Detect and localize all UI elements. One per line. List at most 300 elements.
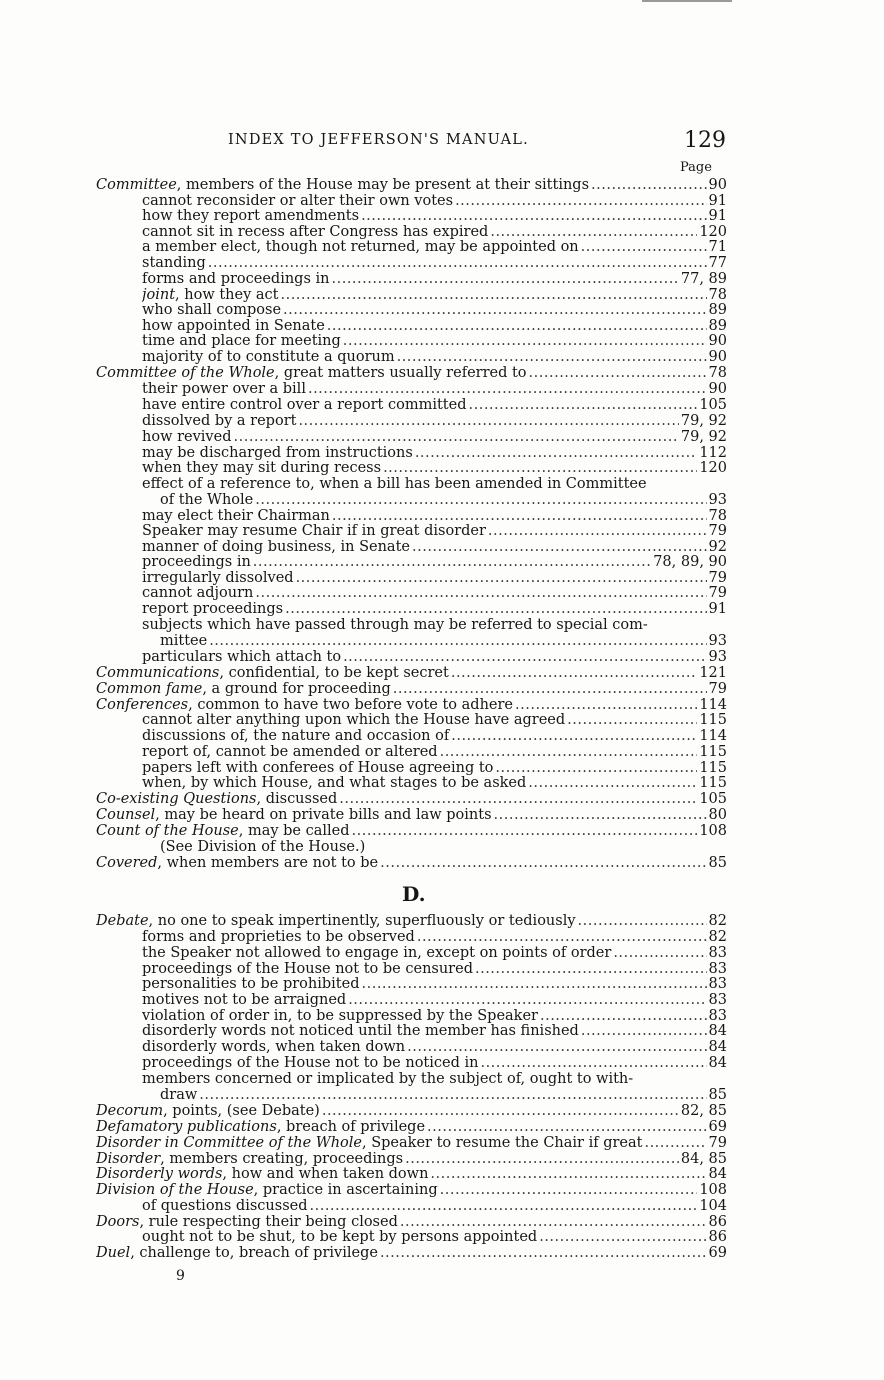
entry-text xyxy=(142,571,294,586)
entry-text xyxy=(96,914,576,929)
entry-page-ref: 78 xyxy=(708,509,727,524)
index-entry xyxy=(142,1072,727,1087)
entry-page-ref: 91 xyxy=(708,194,727,209)
entry-description: , members of the House may be present at their sittings xyxy=(176,178,590,193)
dot-leader xyxy=(451,666,697,681)
index-entry xyxy=(142,761,727,776)
entry-text xyxy=(142,256,206,271)
index-entry xyxy=(160,634,727,649)
index-entry xyxy=(142,209,727,224)
index-entry xyxy=(160,493,727,508)
index-entry xyxy=(142,398,727,413)
index-entry xyxy=(96,178,727,193)
index-entry xyxy=(142,194,727,209)
entry-description: , how and when taken down xyxy=(222,1167,429,1182)
dot-leader xyxy=(397,350,707,365)
entry-description: , may be heard on private bills and law points xyxy=(155,808,492,823)
entry-description: proceedings in xyxy=(142,555,251,570)
index-entry xyxy=(142,745,727,760)
index-entry xyxy=(96,682,727,697)
entry-description: draw xyxy=(160,1088,198,1103)
index-entry xyxy=(142,272,727,287)
entry-text xyxy=(96,1215,398,1230)
entry-description: subjects which have passed through may be referred to special com- xyxy=(142,618,648,633)
entry-page-ref: 83 xyxy=(708,962,727,977)
entry-keyword: joint xyxy=(142,288,176,303)
entry-page-ref: 84 xyxy=(708,1167,727,1182)
dot-leader xyxy=(255,586,706,601)
entry-text xyxy=(96,1136,642,1151)
dot-leader xyxy=(469,398,698,413)
entry-page-ref: 114 xyxy=(699,698,727,713)
entry-description: , confidential, to be kept secret xyxy=(219,666,449,681)
entry-page-ref: 85 xyxy=(708,856,727,871)
entry-description: cannot reconsider or alter their own votes xyxy=(142,194,454,209)
entry-page-ref: 93 xyxy=(708,493,727,508)
index-entry xyxy=(160,1088,727,1103)
entry-text xyxy=(142,729,449,744)
entry-description: personalities to be prohibited xyxy=(142,977,360,992)
index-entry xyxy=(142,414,727,429)
entry-description: dissolved by a report xyxy=(142,414,297,429)
index-entry xyxy=(96,1104,727,1119)
dot-leader xyxy=(613,946,706,961)
index-entry xyxy=(142,240,727,255)
entry-page-ref: 93 xyxy=(708,634,727,649)
entry-text xyxy=(142,1199,308,1214)
index-entry xyxy=(96,1183,727,1198)
entry-text xyxy=(142,414,296,429)
entry-keyword: Duel xyxy=(96,1246,131,1261)
index-entry xyxy=(142,930,727,945)
entry-description: majority of to constitute a quorum xyxy=(142,350,395,365)
index-entry xyxy=(142,1024,727,1039)
entry-description: irregularly dissolved xyxy=(142,571,294,586)
dot-leader xyxy=(495,761,697,776)
entry-description: forms and proceedings in xyxy=(142,272,330,287)
entry-text xyxy=(142,761,493,776)
entry-description: report of, cannot be amended or altered xyxy=(142,745,438,760)
entry-description: , when members are not to be xyxy=(157,856,379,871)
entry-text xyxy=(142,977,360,992)
index-entry xyxy=(142,650,727,665)
entry-page-ref: 83 xyxy=(708,1009,727,1024)
index-entry xyxy=(142,256,727,271)
index-entry xyxy=(142,524,727,539)
entry-page-ref: 79 xyxy=(708,682,727,697)
entry-keyword: Division of the House xyxy=(96,1183,254,1198)
dot-leader xyxy=(455,194,706,209)
dot-leader xyxy=(430,1167,706,1182)
entry-text xyxy=(96,1104,320,1119)
index-entry xyxy=(96,1120,727,1135)
entry-text xyxy=(96,1167,428,1182)
dot-leader xyxy=(322,1104,679,1119)
entry-page-ref: 120 xyxy=(699,461,727,476)
index-entry xyxy=(96,1246,727,1261)
entry-page-ref: 78 xyxy=(708,366,727,381)
entry-page-ref: 105 xyxy=(699,792,727,807)
index-entry xyxy=(96,366,727,381)
index-entry xyxy=(142,618,727,633)
entry-text xyxy=(160,634,207,649)
index-entry xyxy=(96,792,727,807)
entry-text xyxy=(96,1152,403,1167)
entry-text xyxy=(142,319,325,334)
index-entry xyxy=(142,1199,727,1214)
dot-leader xyxy=(540,1009,707,1024)
index-entry xyxy=(142,288,727,303)
entry-text xyxy=(142,586,253,601)
index-entry xyxy=(142,350,727,365)
entry-page-ref: 84 xyxy=(708,1040,727,1055)
entry-text xyxy=(142,334,341,349)
entry-text xyxy=(142,962,473,977)
entry-description: how revived xyxy=(142,430,232,445)
index-entry xyxy=(142,586,727,601)
entry-text xyxy=(142,209,359,224)
entry-page-ref: 79, 92 xyxy=(680,414,727,429)
entry-page-ref: 90 xyxy=(708,334,727,349)
dot-leader xyxy=(490,225,697,240)
index-entry xyxy=(142,319,727,334)
entry-text xyxy=(142,446,413,461)
entry-text xyxy=(142,430,232,445)
entry-page-ref: 90 xyxy=(708,382,727,397)
entry-text xyxy=(142,382,306,397)
index-entry xyxy=(142,334,727,349)
entry-text xyxy=(142,350,395,365)
dot-leader xyxy=(529,366,707,381)
entry-text xyxy=(160,840,365,855)
entry-description: (See Division of the House.) xyxy=(160,840,366,855)
entry-text xyxy=(142,303,281,318)
entry-description: standing xyxy=(142,256,206,271)
entry-keyword: Covered xyxy=(96,856,158,871)
entry-page-ref: 108 xyxy=(699,824,727,839)
dot-leader xyxy=(412,540,707,555)
entry-text xyxy=(160,493,253,508)
dot-leader xyxy=(417,930,707,945)
entry-description: their power over a bill xyxy=(142,382,306,397)
entry-page-ref: 86 xyxy=(708,1230,727,1245)
dot-leader xyxy=(352,824,698,839)
entry-keyword: Count of the House xyxy=(96,824,239,839)
entry-text xyxy=(96,1246,378,1261)
index-entry xyxy=(96,824,727,839)
dot-leader xyxy=(285,602,706,617)
index-entry xyxy=(142,509,727,524)
entry-page-ref: 71 xyxy=(708,240,727,255)
entry-page-ref: 92 xyxy=(708,540,727,555)
entry-text xyxy=(96,856,378,871)
entry-text xyxy=(142,540,410,555)
section-heading-d: D. xyxy=(402,882,426,906)
dot-leader xyxy=(296,571,707,586)
entry-page-ref: 79 xyxy=(708,571,727,586)
entry-text xyxy=(142,946,611,961)
entry-page-ref: 104 xyxy=(699,1199,727,1214)
entry-description: , a ground for proceeding xyxy=(202,682,391,697)
entry-keyword: Disorderly words xyxy=(96,1167,223,1182)
entry-text xyxy=(96,792,337,807)
entry-text xyxy=(142,477,647,492)
entry-description: , practice in ascertaining xyxy=(253,1183,438,1198)
index-entry xyxy=(142,555,727,570)
entry-keyword: Debate xyxy=(96,914,149,929)
entry-description: , may be called xyxy=(238,824,350,839)
entry-page-ref: 91 xyxy=(708,209,727,224)
entry-text xyxy=(142,398,467,413)
entry-page-ref: 112 xyxy=(699,446,727,461)
entry-description: when they may sit during recess xyxy=(142,461,382,476)
index-entry xyxy=(96,1215,727,1230)
dot-leader xyxy=(348,993,706,1008)
entry-description: , breach of privilege xyxy=(276,1120,426,1135)
entry-description: effect of a reference to, when a bill has been amended in Committee xyxy=(142,477,647,492)
entry-description: have entire control over a report committed xyxy=(142,398,467,413)
index-entry xyxy=(142,430,727,445)
index-entry xyxy=(96,1167,727,1182)
entry-page-ref: 69 xyxy=(708,1246,727,1261)
dot-leader xyxy=(578,914,707,929)
entry-text xyxy=(142,555,251,570)
entry-page-ref: 69 xyxy=(708,1120,727,1135)
dot-leader xyxy=(362,977,707,992)
dot-leader xyxy=(528,776,697,791)
dot-leader xyxy=(332,272,679,287)
entry-description: members concerned or implicated by the subject of, ought to with- xyxy=(142,1072,634,1087)
entry-text xyxy=(142,1072,633,1087)
index-entry xyxy=(142,382,727,397)
entry-page-ref: 120 xyxy=(699,225,727,240)
index-entry xyxy=(142,776,727,791)
page-column-label: Page xyxy=(680,160,712,175)
entry-page-ref: 121 xyxy=(699,666,727,681)
entry-keyword: Disorder xyxy=(96,1152,161,1167)
entry-text xyxy=(142,288,278,303)
entry-text xyxy=(142,272,330,287)
dot-leader xyxy=(407,1040,706,1055)
dot-leader xyxy=(310,1199,698,1214)
entry-description: Speaker may resume Chair if in great disorder xyxy=(142,524,486,539)
entry-text xyxy=(142,993,346,1008)
index-entry xyxy=(160,840,727,855)
dot-leader xyxy=(199,1088,706,1103)
dot-leader xyxy=(308,382,707,397)
entry-description: , Speaker to resume the Chair if great xyxy=(362,1136,643,1151)
entry-text xyxy=(96,824,350,839)
entry-page-ref: 79 xyxy=(708,1136,727,1151)
entry-description: may elect their Chairman xyxy=(142,509,330,524)
entry-description: papers left with conferees of House agreeing to xyxy=(142,761,494,776)
entry-keyword: Doors xyxy=(96,1215,140,1230)
entry-description: when, by which House, and what stages to be asked xyxy=(142,776,527,791)
entry-text xyxy=(142,930,415,945)
entry-page-ref: 89 xyxy=(708,303,727,318)
index-entry xyxy=(142,977,727,992)
entry-description: proceedings of the House not to be censured xyxy=(142,962,473,977)
dot-leader xyxy=(332,509,707,524)
entry-description: , no one to speak impertinently, superfluously or tediously xyxy=(148,914,576,929)
dot-leader xyxy=(343,650,706,665)
entry-page-ref: 115 xyxy=(699,713,727,728)
entry-page-ref: 79 xyxy=(708,524,727,539)
entry-keyword: Co-existing Questions xyxy=(96,792,257,807)
entry-description: disorderly words, when taken down xyxy=(142,1040,406,1055)
dot-leader xyxy=(327,319,707,334)
entry-text xyxy=(142,461,381,476)
entry-description: particulars which attach to xyxy=(142,650,342,665)
entry-text xyxy=(142,618,648,633)
entry-description: of questions discussed xyxy=(142,1199,308,1214)
entry-text xyxy=(142,1230,537,1245)
entry-keyword: Decorum xyxy=(96,1104,164,1119)
entry-text xyxy=(96,1120,425,1135)
index-entry xyxy=(142,1056,727,1071)
entry-description: violation of order in, to be suppressed by the Speaker xyxy=(142,1009,538,1024)
entry-description: of the Whole xyxy=(160,493,254,508)
index-entry xyxy=(142,946,727,961)
entry-description: motives not to be arraigned xyxy=(142,993,347,1008)
entry-page-ref: 84 xyxy=(708,1024,727,1039)
entry-text xyxy=(142,1009,538,1024)
entry-text xyxy=(96,808,492,823)
index-entry xyxy=(96,808,727,823)
entry-description: disorderly words not noticed until the member has finished xyxy=(142,1024,579,1039)
entry-description: ought not to be shut, to be kept by persons appointed xyxy=(142,1230,538,1245)
dot-leader xyxy=(253,555,651,570)
index-entry xyxy=(142,446,727,461)
entry-page-ref: 82 xyxy=(708,930,727,945)
dot-leader xyxy=(280,288,706,303)
entry-page-ref: 79, 92 xyxy=(680,430,727,445)
entry-text xyxy=(96,1183,438,1198)
dot-leader xyxy=(440,1183,698,1198)
index-entry xyxy=(142,962,727,977)
entry-description: proceedings of the House not to be noticed in xyxy=(142,1056,479,1071)
entry-keyword: Disorder in Committee of the Whole xyxy=(96,1136,362,1151)
dot-leader xyxy=(488,524,707,539)
entry-description: cannot alter anything upon which the House have agreed xyxy=(142,713,566,728)
entry-page-ref: 78, 89, 90 xyxy=(653,555,727,570)
entry-keyword: Conferences xyxy=(96,698,189,713)
index-entry xyxy=(142,225,727,240)
entry-page-ref: 84 xyxy=(708,1056,727,1071)
entry-description: report proceedings xyxy=(142,602,284,617)
entry-description: , discussed xyxy=(256,792,338,807)
dot-leader xyxy=(234,430,679,445)
index-entry xyxy=(142,1009,727,1024)
entry-page-ref: 115 xyxy=(699,761,727,776)
entry-description: cannot sit in recess after Congress has expired xyxy=(142,225,489,240)
entry-description: how they report amendments xyxy=(142,209,360,224)
entry-text xyxy=(142,1040,405,1055)
index-entry xyxy=(96,914,727,929)
index-entry xyxy=(142,729,727,744)
dot-leader xyxy=(380,856,706,871)
entry-description: , members creating, proceedings xyxy=(160,1152,404,1167)
dot-leader xyxy=(451,729,697,744)
index-entry xyxy=(96,856,727,871)
index-entry xyxy=(142,993,727,1008)
entry-page-ref: 114 xyxy=(699,729,727,744)
entry-description: time and place for meeting xyxy=(142,334,341,349)
index-entry xyxy=(142,477,727,492)
entry-page-ref: 86 xyxy=(708,1215,727,1230)
entry-page-ref: 83 xyxy=(708,993,727,1008)
page-number: 129 xyxy=(684,128,726,153)
entry-page-ref: 105 xyxy=(699,398,727,413)
signature-mark: 9 xyxy=(176,1268,185,1284)
entry-page-ref: 78 xyxy=(708,288,727,303)
entry-page-ref: 115 xyxy=(699,745,727,760)
index-entry xyxy=(142,1230,727,1245)
entry-page-ref: 85 xyxy=(708,1088,727,1103)
dot-leader xyxy=(581,1024,707,1039)
entry-page-ref: 93 xyxy=(708,650,727,665)
index-entry xyxy=(142,571,727,586)
entry-text xyxy=(160,1088,197,1103)
dot-leader xyxy=(480,1056,706,1071)
entry-keyword: Common fame xyxy=(96,682,203,697)
entry-description: , challenge to, breach of privilege xyxy=(130,1246,378,1261)
entry-description: mittee xyxy=(160,634,208,649)
index-entry xyxy=(96,1152,727,1167)
entry-page-ref: 115 xyxy=(699,776,727,791)
entry-description: , great matters usually referred to xyxy=(274,366,527,381)
entry-keyword: Communications xyxy=(96,666,220,681)
dot-leader xyxy=(539,1230,706,1245)
entry-description: who shall compose xyxy=(142,303,282,318)
dot-leader xyxy=(644,1136,706,1151)
entry-text xyxy=(142,1024,579,1039)
dot-leader xyxy=(283,303,707,318)
entry-page-ref: 84, 85 xyxy=(680,1152,727,1167)
dot-leader xyxy=(380,1246,707,1261)
dot-leader xyxy=(209,634,706,649)
entry-page-ref: 83 xyxy=(708,977,727,992)
index-entry xyxy=(142,1040,727,1055)
dot-leader xyxy=(494,808,707,823)
dot-leader xyxy=(393,682,707,697)
entry-page-ref: 83 xyxy=(708,946,727,961)
dot-leader xyxy=(255,493,706,508)
dot-leader xyxy=(427,1120,707,1135)
entry-description: , points, (see Debate) xyxy=(163,1104,320,1119)
entry-text xyxy=(96,666,449,681)
entry-page-ref: 77 xyxy=(708,256,727,271)
entry-keyword: Committee xyxy=(96,178,177,193)
dot-leader xyxy=(383,461,697,476)
entry-text xyxy=(142,225,488,240)
entry-text xyxy=(142,776,526,791)
dot-leader xyxy=(343,334,707,349)
index-entry xyxy=(142,540,727,555)
entry-text xyxy=(142,602,283,617)
entry-description: , how they act xyxy=(175,288,279,303)
dot-leader xyxy=(298,414,678,429)
dot-leader xyxy=(475,962,707,977)
entry-text xyxy=(142,524,486,539)
entry-text xyxy=(96,698,513,713)
entry-page-ref: 77, 89 xyxy=(680,272,727,287)
entry-description: forms and proprieties to be observed xyxy=(142,930,415,945)
entry-text xyxy=(142,650,341,665)
entry-text xyxy=(96,682,391,697)
entry-text xyxy=(142,1056,478,1071)
index-entry xyxy=(142,303,727,318)
